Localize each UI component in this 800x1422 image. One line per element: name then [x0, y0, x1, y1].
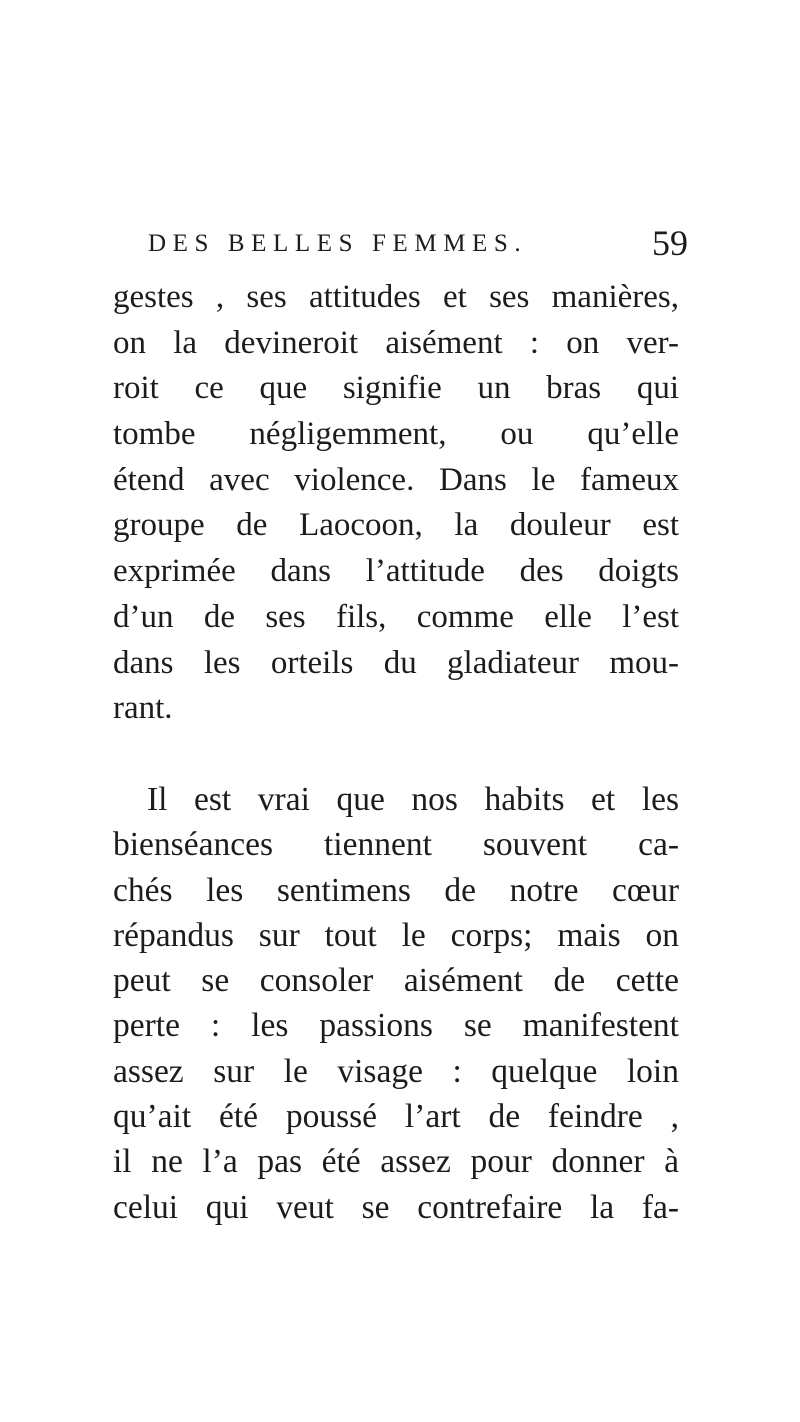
text-line: exprimée dans l’attitude des doigts [113, 553, 679, 590]
text-line: d’un de ses fils, comme elle l’est [113, 598, 679, 635]
text-line: rant. [113, 690, 173, 727]
text-line: tombe négligemment, ou qu’elle [113, 416, 679, 453]
text-line: répandus sur tout le corps; mais on [113, 916, 679, 954]
text-line: chés les sentimens de notre cœur [113, 871, 679, 909]
text-line: groupe de Laocoon, la douleur est [113, 507, 679, 544]
text-line: Il est vrai que nos habits et les [147, 781, 679, 818]
running-title: DES BELLES FEMMES. [148, 230, 528, 257]
text-line: assez sur le visage : quelque loin [113, 1052, 679, 1090]
paragraph [113, 777, 679, 1230]
text-line: dans les orteils du gladiateur mou- [113, 644, 679, 681]
paragraph-continued [113, 275, 679, 732]
text-line: étend avec violence. Dans le fameux [113, 461, 679, 498]
text-line: bienséances tiennent souvent ca- [113, 826, 679, 864]
text-line: roit ce que signifie un bras qui [113, 370, 679, 407]
text-line: gestes , ses attitudes et ses manières, [113, 279, 679, 315]
text-line: peut se consoler aisément de cette [113, 962, 679, 1000]
text-line: il ne l’a pas été assez pour donner à [113, 1143, 679, 1181]
running-head [148, 223, 688, 268]
text-line: on la devineroit aisément : on ver- [113, 324, 679, 361]
page-number: 59 [652, 223, 688, 263]
text-line: celui qui veut se contrefaire la fa- [113, 1188, 679, 1226]
text-line: perte : les passions se manifestent [113, 1007, 679, 1045]
text-line: qu’ait été poussé l’art de feindre , [113, 1098, 679, 1136]
